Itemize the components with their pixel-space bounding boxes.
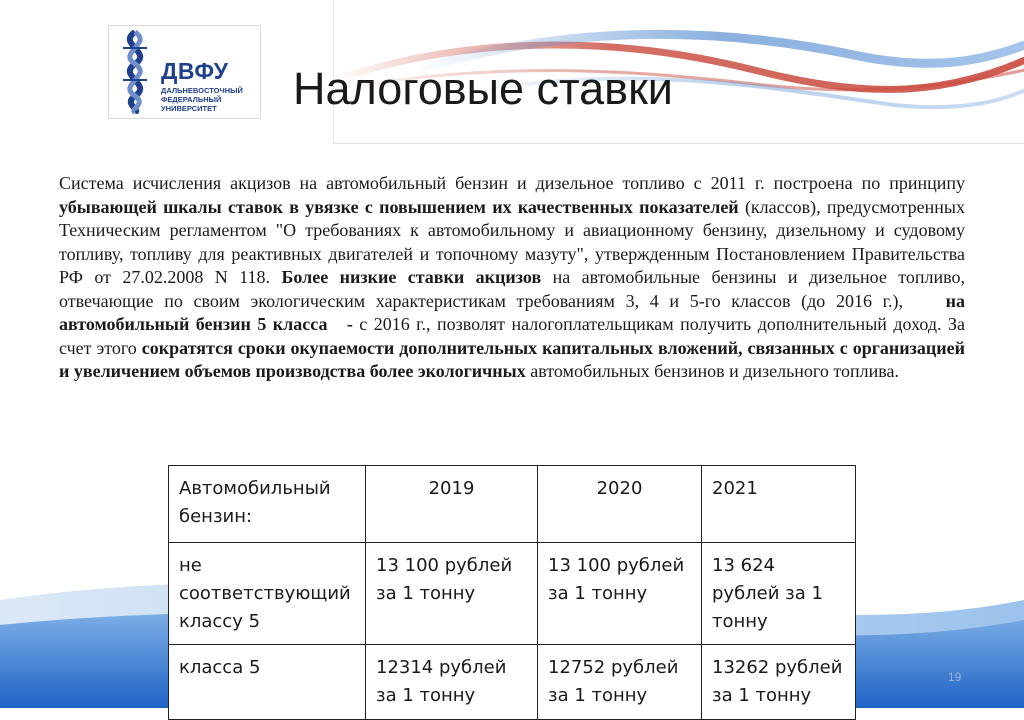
rate-cell-2020: 12752 рублей за 1 тонну (538, 645, 702, 720)
paragraph-text-1: Система исчисления акцизов на автомобильный бензин и дизельное топливо с 2011 г. построена по принципу (59, 173, 965, 193)
paragraph-bold-3: на автомобильный бензин 5 класса - (59, 290, 970, 334)
header-cell-2021: 2021 (702, 466, 856, 543)
logo-abbreviation: ДВФУ (161, 58, 229, 84)
excise-rates-table (168, 465, 856, 720)
paragraph-text-3: на автомобильные бензины и дизельное топливо, отвечающие по своим экологическим характеристикам требованиям 3, 4 и 5-го классов (до 2016 г.), (59, 267, 970, 311)
table-row (169, 645, 856, 720)
paragraph-bold-1: убывающей шкалы ставок в увязке с повышением их качественных показателей (59, 196, 739, 217)
page-number: 19 (948, 670, 962, 684)
description-paragraph (59, 172, 970, 384)
paragraph-text-5: автомобильных бензинов и дизельного топлива. (525, 361, 899, 381)
rate-cell-2021: 13 624 рублей за 1 тонну (702, 543, 856, 645)
header-cell-2019: 2019 (366, 466, 538, 543)
paragraph-text-4: с 2016 г., позволят налогоплательщикам получить дополнительный доход. За счет этого (59, 314, 965, 358)
paragraph-bold-4: сократятся сроки окупаемости дополнительных капитальных вложений, связанных с организацией и увеличением объемов производства более экологичных (59, 337, 966, 381)
paragraph-bold-2: Более низкие ставки акцизов (281, 267, 542, 287)
rate-cell-2021: 13262 рублей за 1 тонну (702, 645, 856, 720)
paragraph-text-2: (классов), предусмотренных Техническим регламентом "О требованиях к автомобильному и авиационному бензину, дизельному и судовому топливу, топливу для реактивных двигателей и топочному мазуту", утвержденным Постановлением Правительства РФ от 27.02.2008 N 118. (59, 196, 965, 287)
row-label-cell: класса 5 (169, 645, 366, 720)
header-cell-2020: 2020 (538, 466, 702, 543)
rate-cell-2019: 12314 рублей за 1 тонну (366, 645, 538, 720)
table-row (169, 543, 856, 645)
university-logo (108, 25, 261, 119)
table-header-row (169, 466, 856, 543)
rate-cell-2019: 13 100 рублей за 1 тонну (366, 543, 538, 645)
header-cell-category: Автомобильный бензин: (169, 466, 366, 543)
logo-line-1: ДАЛЬНЕВОСТОЧНЫЙ (161, 86, 243, 95)
dna-helix-icon (111, 30, 159, 114)
logo-line-3: УНИВЕРСИТЕТ (161, 104, 217, 113)
rate-cell-2020: 13 100 рублей за 1 тонну (538, 543, 702, 645)
row-label-cell: не соответствующий классу 5 (169, 543, 366, 645)
slide-title: Налоговые ставки (293, 63, 673, 114)
logo-line-2: ФЕДЕРАЛЬНЫЙ (161, 95, 222, 104)
